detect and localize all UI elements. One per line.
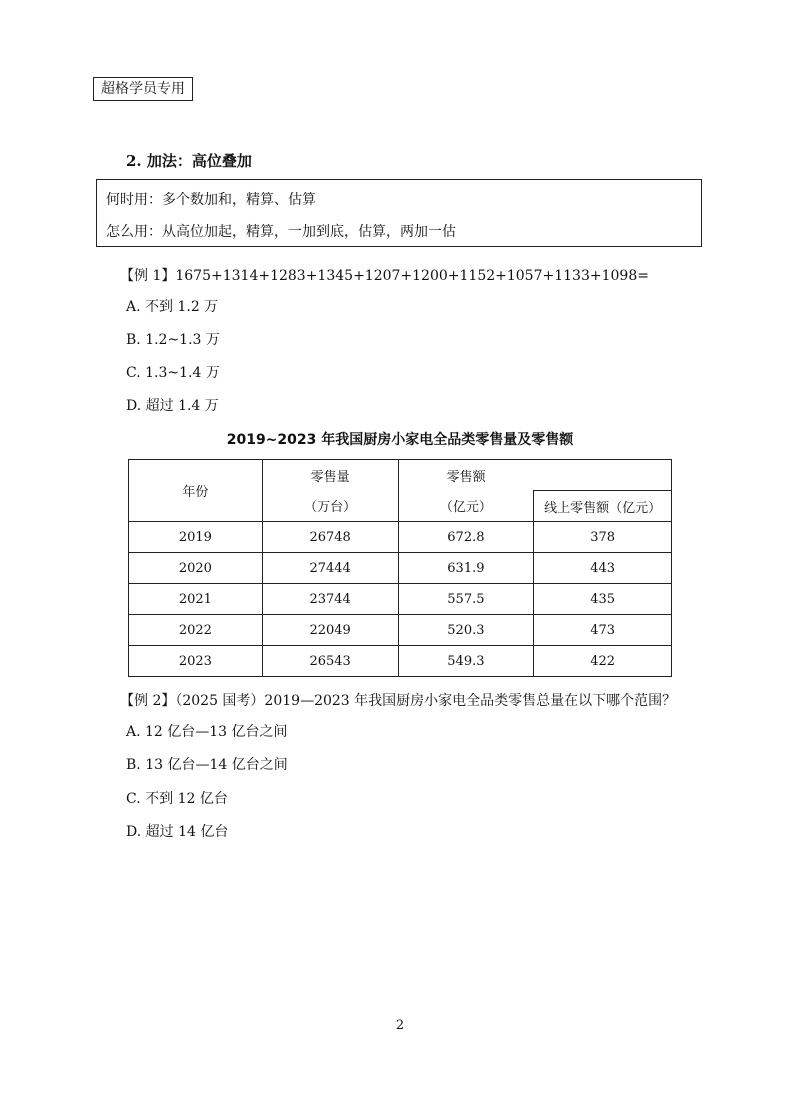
example-1-option-a: A. 不到 1.2 万 (126, 299, 219, 315)
header-volume-unit: （万台） (262, 491, 398, 522)
example-2-option-b: B. 13 亿台—14 亿台之间 (126, 757, 288, 773)
example-2-option-d: D. 超过 14 亿台 (126, 824, 229, 840)
header-volume: 零售量 (262, 460, 398, 491)
cell-volume: 27444 (262, 553, 398, 584)
method-box (96, 179, 702, 247)
cell-volume: 22049 (262, 615, 398, 646)
cell-volume: 26543 (262, 646, 398, 677)
example-1-option-c: C. 1.3~1.4 万 (126, 365, 220, 381)
header-sales-unit: （亿元） (398, 491, 534, 522)
table-row (129, 553, 672, 584)
method-how: 怎么用：从高位加起，精算，一加到底，估算，两加一估 (106, 224, 456, 240)
table-row (129, 615, 672, 646)
cell-sales: 549.3 (398, 646, 534, 677)
example-1-option-d: D. 超过 1.4 万 (126, 398, 219, 414)
cell-sales: 631.9 (398, 553, 534, 584)
section-title: 2. 加法：高位叠加 (126, 152, 252, 170)
example-1-option-b: B. 1.2~1.3 万 (126, 332, 220, 348)
example-1-question: 【例 1】1675+1314+1283+1345+1207+1200+1152+1057+1133+1098= (120, 268, 649, 284)
table-title: 2019~2023 年我国厨房小家电全品类零售量及零售额 (226, 432, 574, 448)
cell-sales: 520.3 (398, 615, 534, 646)
cell-sales: 557.5 (398, 584, 534, 615)
example-2-option-c: C. 不到 12 亿台 (126, 791, 228, 807)
member-stamp: 超格学员专用 (93, 77, 193, 101)
cell-year: 2021 (129, 584, 263, 615)
cell-volume: 23744 (262, 584, 398, 615)
cell-year: 2019 (129, 522, 263, 553)
cell-year: 2022 (129, 615, 263, 646)
cell-sales: 672.8 (398, 522, 534, 553)
example-2-question: 【例 2】（2025 国考）2019—2023 年我国厨房小家电全品类零售总量在以下哪个范围？ (120, 693, 677, 709)
table-row (129, 584, 672, 615)
header-sales: 零售额 (398, 460, 534, 491)
header-year: 年份 (129, 460, 263, 522)
cell-year: 2020 (129, 553, 263, 584)
header-online: 线上零售额（亿元） (534, 491, 672, 522)
cell-online: 378 (534, 522, 672, 553)
cell-online: 443 (534, 553, 672, 584)
method-when: 何时用：多个数加和，精算、估算 (106, 192, 316, 208)
example-2-option-a: A. 12 亿台—13 亿台之间 (126, 724, 288, 740)
cell-year: 2023 (129, 646, 263, 677)
data-table (128, 459, 672, 677)
cell-online: 435 (534, 584, 672, 615)
table-row (129, 646, 672, 677)
page-number: 2 (395, 1018, 405, 1033)
header-blank (534, 460, 672, 491)
table-row (129, 522, 672, 553)
cell-online: 473 (534, 615, 672, 646)
cell-volume: 26748 (262, 522, 398, 553)
cell-online: 422 (534, 646, 672, 677)
